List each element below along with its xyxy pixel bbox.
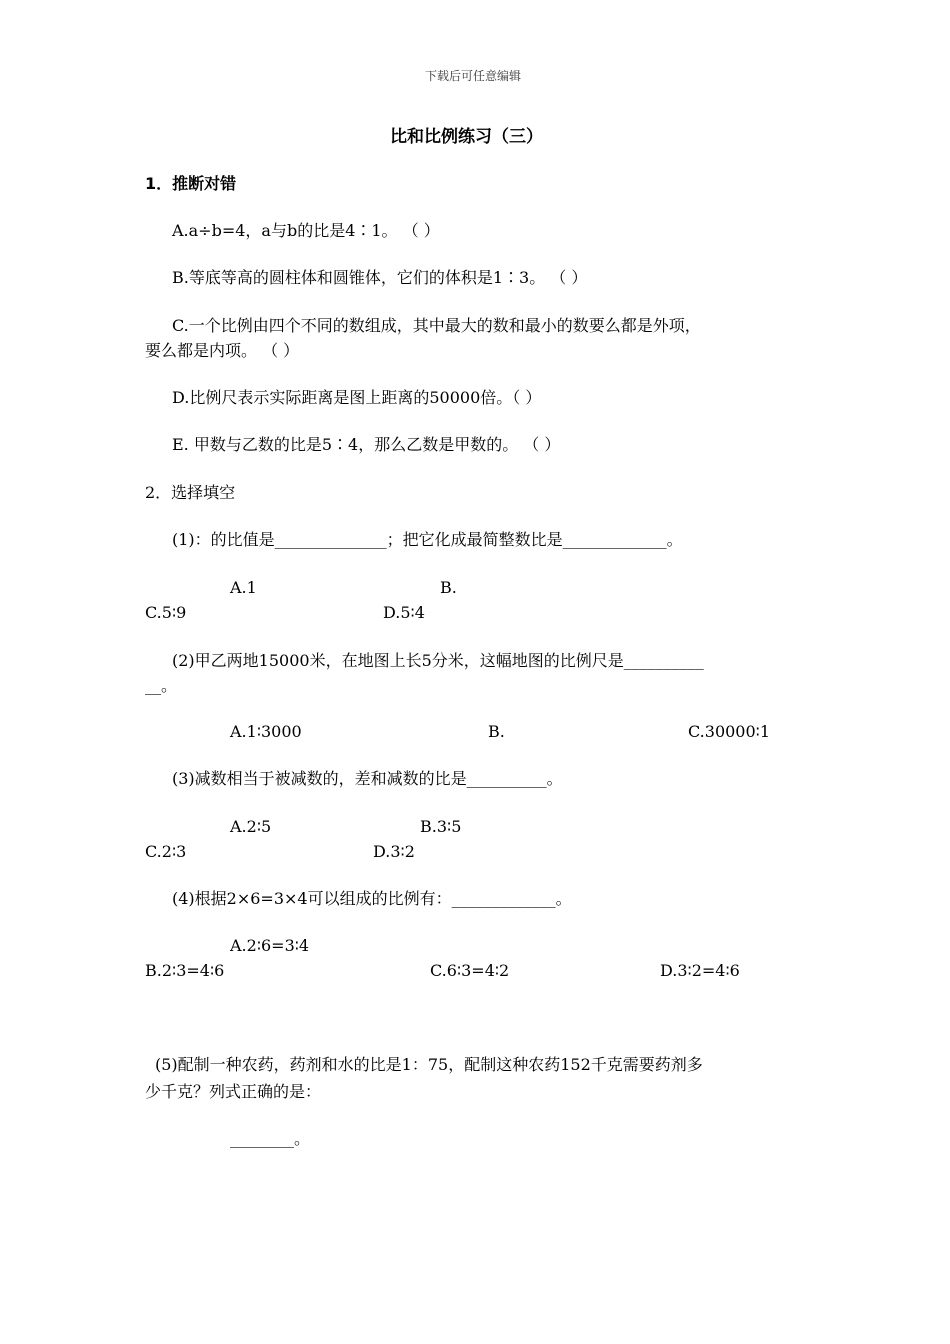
q3-option-b: B.3∶5 bbox=[420, 817, 462, 836]
q3-option-a: A.2∶5 bbox=[230, 817, 272, 836]
q3-option-c: C.2∶3 bbox=[145, 842, 187, 861]
q4-option-a: A.2∶6=3∶4 bbox=[230, 936, 310, 955]
q2-stem-line1: (2)甲乙两地15000米，在地图上长5分米，这幅地图的比例尺是__________ bbox=[172, 651, 704, 670]
section2-heading: 2．选择填空 bbox=[145, 483, 236, 502]
header-note: 下载后可任意编辑 bbox=[425, 69, 522, 83]
q4-stem: (4)根据2×6=3×4可以组成的比例有：_____________。 bbox=[172, 889, 572, 908]
q4-option-c: C.6∶3=4∶2 bbox=[430, 961, 510, 980]
q1-option-b: B. bbox=[440, 578, 457, 597]
page-title: 比和比例练习（三） bbox=[390, 127, 543, 147]
q5-answer-blank: ________。 bbox=[230, 1129, 311, 1148]
q1-option-a: A.1 bbox=[230, 578, 257, 597]
q4-option-b: B.2∶3=4∶6 bbox=[145, 961, 225, 980]
judge-item-b: B.等底等高的圆柱体和圆锥体，它们的体积是1∶3。 （ ） bbox=[172, 268, 588, 287]
q4-option-d: D.3∶2=4∶6 bbox=[660, 961, 740, 980]
judge-item-a: A.a÷b=4，a与b的比是4∶1。 （ ） bbox=[172, 221, 440, 240]
q2-stem-line2: __。 bbox=[145, 676, 178, 695]
judge-item-d: D.比例尺表示实际距离是图上距离的50000倍。（ ） bbox=[172, 388, 542, 407]
q3-stem: (3)减数相当于被减数的，差和减数的比是__________。 bbox=[172, 769, 563, 788]
section1-heading: 1．推断对错 bbox=[145, 174, 237, 193]
q1-option-c: C.5∶9 bbox=[145, 603, 187, 622]
q1-option-d: D.5∶4 bbox=[383, 603, 425, 622]
q2-option-c: C.30000∶1 bbox=[688, 722, 770, 741]
q5-stem-line2: 少千克？列式正确的是： bbox=[145, 1082, 322, 1101]
q5-stem-line1: (5)配制一种农药，药剂和水的比是1：75，配制这种农药152千克需要药剂多 bbox=[155, 1055, 703, 1074]
judge-item-c-line2: 要么都是内项。 （ ） bbox=[145, 341, 300, 360]
judge-item-c-line1: C.一个比例由四个不同的数组成，其中最大的数和最小的数要么都是外项， bbox=[172, 316, 701, 335]
q2-option-a: A.1∶3000 bbox=[230, 722, 302, 741]
q1-stem: (1)：的比值是______________；把它化成最简整数比是_____________。 bbox=[172, 530, 683, 549]
q3-option-d: D.3∶2 bbox=[373, 842, 415, 861]
judge-item-e: E. 甲数与乙数的比是5∶4，那么乙数是甲数的。 （ ） bbox=[172, 435, 561, 454]
q2-option-b: B. bbox=[488, 722, 505, 741]
